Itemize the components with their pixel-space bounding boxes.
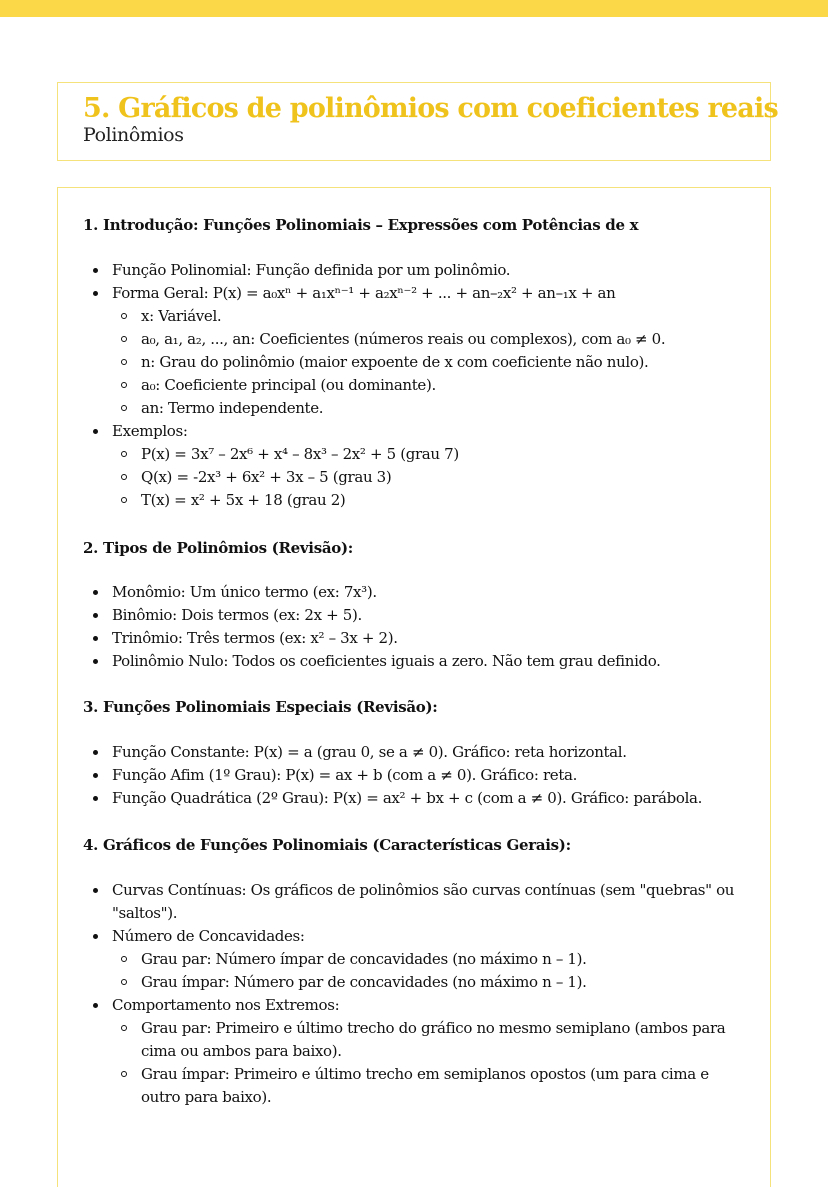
- section-tipos-list: [83, 581, 748, 673]
- section-heading: 2. Tipos de Polinômios (Revisão):: [83, 539, 354, 557]
- section-tipos: [83, 537, 748, 559]
- sub-list-item: a₀, a₁, a₂, ..., an: Coeficientes (números reais ou complexos), com a₀ ≠ 0.: [112, 328, 748, 351]
- list-item: Função Constante: P(x) = a (grau 0, se a ≠ 0). Gráfico: reta horizontal.: [83, 741, 748, 764]
- title-card: [57, 82, 778, 161]
- section-graficos: [83, 834, 748, 856]
- section-introducao: [83, 214, 748, 236]
- section-heading: 3. Funções Polinomiais Especiais (Revisão):: [83, 698, 438, 716]
- list-item: Binômio: Dois termos (ex: 2x + 5).: [83, 604, 748, 627]
- sub-list-item: Q(x) = -2x³ + 6x² + 3x – 5 (grau 3): [112, 466, 748, 489]
- section-especiais-list: [83, 741, 748, 810]
- sub-list-item: P(x) = 3x⁷ – 2x⁶ + x⁴ – 8x³ – 2x² + 5 (grau 7): [112, 443, 748, 466]
- list-item: Função Polinomial: Função definida por um polinômio.: [83, 259, 748, 282]
- list-item: Monômio: Um único termo (ex: 7x³).: [83, 581, 748, 604]
- section-heading: 1. Introdução: Funções Polinomiais – Expressões com Potências de x: [83, 216, 639, 234]
- page-subtitle: Polinômios: [83, 124, 184, 146]
- section-especiais: [83, 696, 748, 718]
- sub-list-item: Grau ímpar: Número par de concavidades (no máximo n – 1).: [112, 971, 748, 994]
- sub-list-item: T(x) = x² + 5x + 18 (grau 2): [112, 489, 748, 512]
- list-item-text: Comportamento nos Extremos:: [112, 996, 340, 1014]
- list-item: Polinômio Nulo: Todos os coeficientes iguais a zero. Não tem grau definido.: [83, 650, 748, 673]
- sub-list: [112, 305, 748, 420]
- sub-list-item: x: Variável.: [112, 305, 748, 328]
- list-item: Trinômio: Três termos (ex: x² – 3x + 2).: [83, 627, 748, 650]
- sub-list-item: Grau ímpar: Primeiro e último trecho em semiplanos opostos (um para cima e outro para baixo).: [112, 1063, 748, 1109]
- content-card: [57, 187, 771, 1187]
- list-item: [83, 925, 748, 994]
- sub-list: [112, 443, 748, 512]
- list-item-text: Forma Geral: P(x) = a₀xⁿ + a₁xⁿ⁻¹ + a₂xⁿ⁻² + ... + an–₂x² + an–₁x + an: [112, 284, 616, 302]
- sub-list-item: Grau par: Primeiro e último trecho do gráfico no mesmo semiplano (ambos para cima ou ambos para baixo).: [112, 1017, 748, 1063]
- top-accent-bar: [0, 0, 828, 17]
- sub-list-item: a₀: Coeficiente principal (ou dominante).: [112, 374, 748, 397]
- sub-list: [112, 948, 748, 994]
- section-graficos-list: [83, 879, 748, 1109]
- list-item: Função Afim (1º Grau): P(x) = ax + b (com a ≠ 0). Gráfico: reta.: [83, 764, 748, 787]
- sub-list-item: an: Termo independente.: [112, 397, 748, 420]
- sub-list-item: Grau par: Número ímpar de concavidades (no máximo n – 1).: [112, 948, 748, 971]
- section-introducao-list: [83, 259, 748, 512]
- page-title: 5. Gráficos de polinômios com coeficientes reais: [83, 93, 778, 124]
- sub-list: [112, 1017, 748, 1109]
- section-heading: 4. Gráficos de Funções Polinomiais (Características Gerais):: [83, 836, 571, 854]
- list-item: Curvas Contínuas: Os gráficos de polinômios são curvas contínuas (sem "quebras" ou "saltos").: [83, 879, 748, 925]
- list-item: [83, 994, 748, 1109]
- list-item-text: Número de Concavidades:: [112, 927, 305, 945]
- sub-list-item: n: Grau do polinômio (maior expoente de x com coeficiente não nulo).: [112, 351, 748, 374]
- list-item: Função Quadrática (2º Grau): P(x) = ax² + bx + c (com a ≠ 0). Gráfico: parábola.: [83, 787, 748, 810]
- list-item: [83, 282, 748, 420]
- list-item: [83, 420, 748, 512]
- list-item-text: Exemplos:: [112, 422, 188, 440]
